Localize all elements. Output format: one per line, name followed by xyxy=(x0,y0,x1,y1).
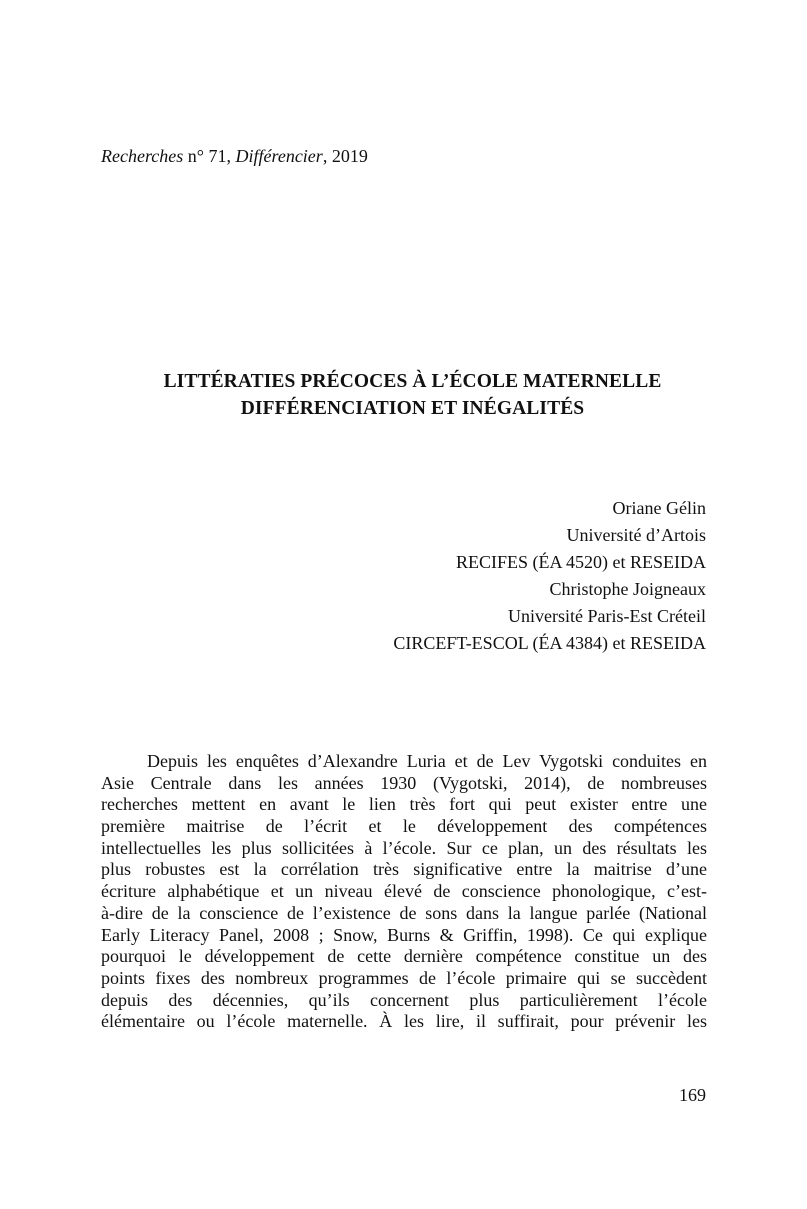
text-line: recherches mettent en avant le lien très fort qui peut exister entre une xyxy=(101,794,707,815)
issue-theme: Différencier xyxy=(235,146,323,166)
author-university: Université d’Artois xyxy=(566,525,706,545)
text-line: Depuis les enquêtes d’Alexandre Luria et de Lev Vygotski conduites en xyxy=(147,751,707,771)
text-line: plus robustes est la corrélation très significative entre la maitrise d’une xyxy=(101,859,707,880)
author-lab: CIRCEFT-ESCOL (ÉA 4384) et RESEIDA xyxy=(393,633,706,653)
text-line: intellectuelles les plus sollicitées à l’école. Sur ce plan, un des résultats les xyxy=(101,837,707,858)
author-2 xyxy=(393,576,706,657)
author-name: Oriane Gélin xyxy=(612,498,706,518)
article-title xyxy=(60,368,765,422)
journal-name: Recherches xyxy=(101,146,184,166)
author-university: Université Paris-Est Créteil xyxy=(508,606,706,626)
text-line: depuis des décennies, qu’ils concernent plus particulièrement l’école xyxy=(101,989,707,1010)
title-line-1: LITTÉRATIES PRÉCOCES À L’ÉCOLE MATERNELLE xyxy=(163,371,662,392)
author-name: Christophe Joigneaux xyxy=(549,579,706,599)
title-line-2: DIFFÉRENCIATION ET INÉGALITÉS xyxy=(240,398,585,419)
author-lab: RECIFES (ÉA 4520) et RESEIDA xyxy=(456,552,706,572)
text-line: pourquoi le développement de cette dernière compétence constitue un des xyxy=(101,946,707,967)
issue-year: , 2019 xyxy=(322,146,368,166)
running-header xyxy=(101,146,368,167)
text-line: points fixes des nombreux programmes de l’école primaire qui se succèdent xyxy=(101,967,707,988)
body-paragraph xyxy=(101,751,707,1033)
author-1 xyxy=(393,495,706,576)
text-line: écriture alphabétique et un niveau élevé de conscience phonologique, c’est- xyxy=(101,881,707,902)
page-number: 169 xyxy=(679,1085,706,1105)
text-line: Asie Centrale dans les années 1930 (Vygotski, 2014), de nombreuses xyxy=(101,772,707,793)
text-line: première maitrise de l’écrit et le développement des compétences xyxy=(101,816,707,837)
issue-number: n° 71, xyxy=(183,146,236,166)
text-line: élémentaire ou l’école maternelle. À les lire, il suffirait, pour prévenir les xyxy=(101,1011,707,1032)
text-line: Early Literacy Panel, 2008 ; Snow, Burns & Griffin, 1998). Ce qui explique xyxy=(101,924,707,945)
text-line: à-dire de la conscience de l’existence de sons dans la langue parlée (National xyxy=(101,902,707,923)
author-block xyxy=(393,495,706,657)
